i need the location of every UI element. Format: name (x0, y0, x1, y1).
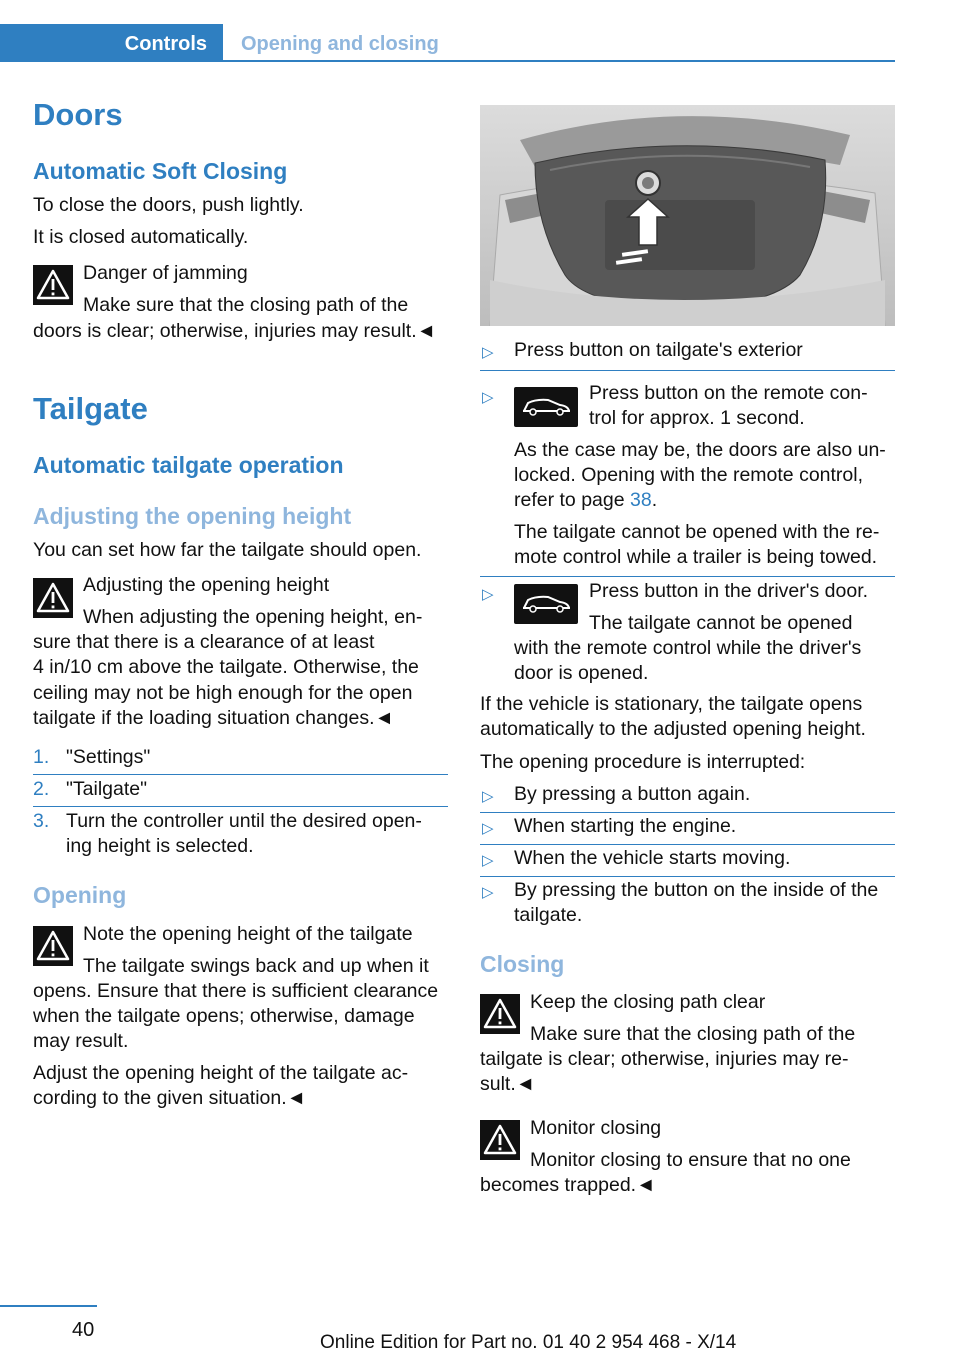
divider (33, 774, 448, 775)
warning-icon (480, 1120, 520, 1160)
warning-text: doors is clear; otherwise, injuries may result.◄ (33, 320, 436, 342)
bullet-text: The tailgate cannot be opened (589, 612, 853, 634)
bullet-text: locked. Opening with the remote control, (514, 464, 864, 486)
header-tab-controls[interactable]: Controls (0, 24, 223, 62)
heading-auto-tailgate: Automatic tailgate operation (33, 452, 344, 478)
bullet-text: Press button in the driver's door. (589, 580, 869, 602)
bullet-text: with the remote control while the driver's (514, 637, 862, 659)
paragraph: If the vehicle is stationary, the tailgate opens (480, 693, 863, 715)
warning-text: Make sure that the closing path of the (83, 294, 409, 316)
page-link[interactable]: 38 (630, 489, 652, 511)
heading-opening: Opening (33, 882, 127, 908)
warning-text: Make sure that the closing path of the (530, 1023, 856, 1045)
list-item: By pressing a button again. (514, 783, 751, 805)
warning-text: sult.◄ (480, 1073, 536, 1095)
divider (480, 812, 895, 813)
page-number: 40 (72, 1319, 95, 1341)
list-item: When the vehicle starts moving. (514, 847, 791, 869)
bullet-text: trol for approx. 1 second. (589, 407, 805, 429)
bullet-triangle-icon: ▷ (482, 788, 494, 805)
bullet-triangle-icon: ▷ (482, 852, 494, 869)
step-text: Turn the controller until the desired open‐ (66, 810, 422, 832)
divider (480, 876, 895, 877)
text-segment: refer to page (514, 489, 630, 511)
divider (33, 806, 448, 807)
text-segment: . (651, 489, 658, 511)
warning-text: tailgate if the loading situation changes.◄ (33, 707, 394, 729)
warning-title-adjust: Adjusting the opening height (83, 574, 330, 596)
warning-text: ceiling may not be high enough for the open (33, 682, 413, 704)
list-item: By pressing the button on the inside of the (514, 879, 879, 901)
warning-text: becomes trapped.◄ (480, 1174, 656, 1196)
warning-title-monitor: Monitor closing (530, 1117, 662, 1139)
header-rule (0, 60, 895, 62)
warning-text: tailgate is clear; otherwise, injuries may re‐ (480, 1048, 849, 1070)
warning-icon (33, 578, 73, 618)
heading-adjust-height: Adjusting the opening height (33, 503, 352, 529)
warning-icon (480, 994, 520, 1034)
paragraph: The opening procedure is interrupted: (480, 751, 806, 773)
text-soft-close-1: To close the doors, push lightly. (33, 194, 304, 216)
bullet-text: Press button on the remote con‐ (589, 382, 868, 404)
footer-rule (0, 1305, 97, 1307)
door-tailgate-button-icon (514, 584, 578, 624)
list-item: tailgate. (514, 904, 583, 926)
bullet-triangle-icon: ▷ (482, 344, 494, 361)
step-text: "Tailgate" (66, 778, 148, 800)
paragraph: automatically to the adjusted opening height. (480, 718, 866, 740)
list-item: When starting the engine. (514, 815, 737, 837)
bullet-text: The tailgate cannot be opened with the re‐ (514, 521, 880, 543)
heading-doors: Doors (33, 97, 123, 132)
step-text: ing height is selected. (66, 835, 254, 857)
remote-tailgate-button-icon (514, 387, 578, 427)
warning-text: When adjusting the opening height, en‐ (83, 606, 423, 628)
warning-title-opening: Note the opening height of the tailgate (83, 923, 413, 945)
bullet-triangle-icon: ▷ (482, 884, 494, 901)
warning-text: 4 in/10 cm above the tailgate. Otherwise, the (33, 656, 419, 678)
warning-text: Monitor closing to ensure that no one (530, 1149, 851, 1171)
warning-icon (33, 926, 73, 966)
text-adjust: You can set how far the tailgate should open. (33, 539, 422, 561)
warning-text: cording to the given situation.◄ (33, 1087, 306, 1109)
bullet-text: mote control while a trailer is being towed. (514, 546, 878, 568)
heading-soft-closing: Automatic Soft Closing (33, 158, 288, 184)
bullet-triangle-icon: ▷ (482, 586, 494, 603)
warning-text: opens. Ensure that there is sufficient clearance (33, 980, 439, 1002)
tailgate-illustration (480, 105, 895, 326)
warning-text: sure that there is a clearance of at least (33, 631, 375, 653)
divider (480, 576, 895, 577)
bullet-text (514, 488, 657, 514)
warning-title-jamming: Danger of jamming (83, 262, 248, 284)
warning-text: when the tailgate opens; otherwise, damage (33, 1005, 415, 1027)
divider (480, 370, 895, 371)
header-tab-section[interactable]: Opening and closing (241, 33, 439, 55)
warning-text: Adjust the opening height of the tailgate ac‐ (33, 1062, 409, 1084)
edition-text: Online Edition for Part no. 01 40 2 954 468 - X/14 (320, 1332, 737, 1353)
bullet-triangle-icon: ▷ (482, 820, 494, 837)
step-number: 1. (33, 746, 50, 768)
step-text: "Settings" (66, 746, 151, 768)
bullet-text: Press button on tailgate's exterior (514, 339, 803, 361)
step-number: 3. (33, 810, 50, 832)
text-soft-close-2: It is closed automatically. (33, 226, 249, 248)
warning-text: may result. (33, 1030, 129, 1052)
divider (480, 844, 895, 845)
heading-tailgate: Tailgate (33, 391, 148, 426)
bullet-triangle-icon: ▷ (482, 389, 494, 406)
warning-text: The tailgate swings back and up when it (83, 955, 429, 977)
step-number: 2. (33, 778, 50, 800)
warning-icon (33, 265, 73, 305)
warning-title-closing: Keep the closing path clear (530, 991, 766, 1013)
bullet-text: As the case may be, the doors are also un‐ (514, 439, 886, 461)
heading-closing: Closing (480, 951, 565, 977)
bullet-text: door is opened. (514, 662, 649, 684)
